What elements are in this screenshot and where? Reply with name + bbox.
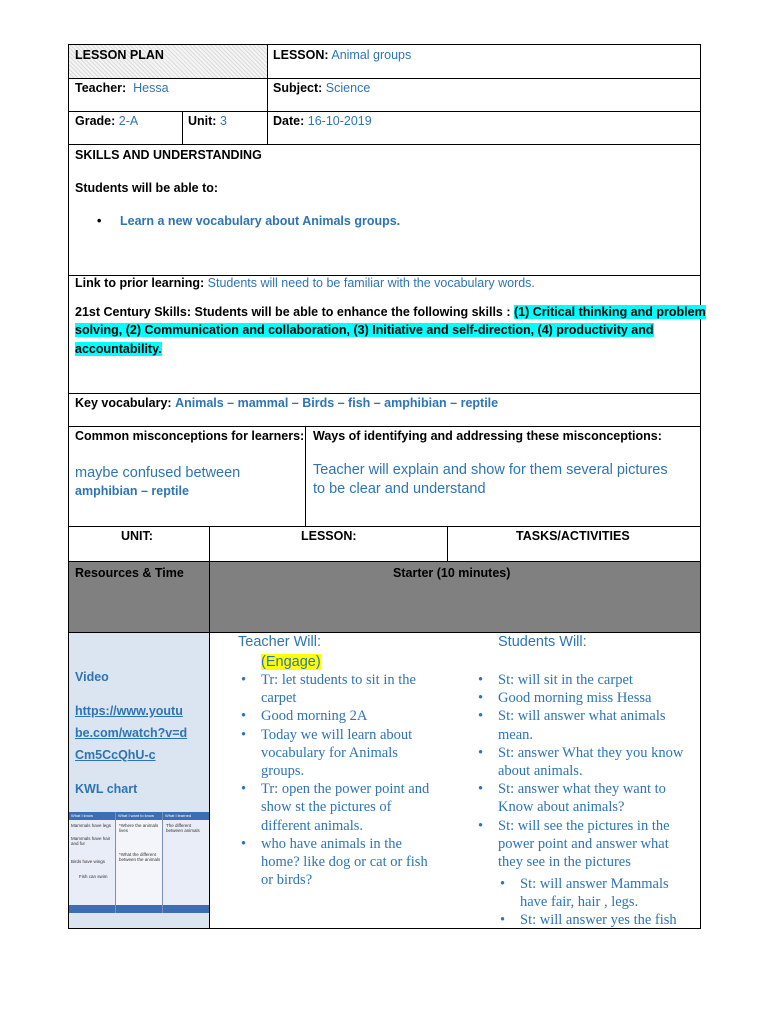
student-action-item: • St: answer What they you know about animals. <box>474 744 696 780</box>
objective-bullet: • <box>97 214 102 228</box>
table-rule <box>68 78 701 79</box>
student-sub-item: • St: will answer yes the fish <box>496 911 696 929</box>
date-value: 16-10-2019 <box>307 114 372 128</box>
kwl-know-1: Mammals have legs <box>71 823 112 828</box>
kwl-know-4: Fish can swim <box>79 874 108 879</box>
table-rule <box>68 526 701 527</box>
teacher-action-item: • Tr: open the power point and show st the pictures of different animals. <box>237 780 442 835</box>
lesson-label: LESSON: <box>273 48 329 62</box>
subject-value: Science <box>325 81 371 95</box>
century-highlight-3: accountability. <box>75 342 162 356</box>
starter-label: Starter (10 minutes) <box>393 566 511 580</box>
resources-label: Resources & Time <box>75 566 184 580</box>
students-will-heading: Students Will: <box>498 634 587 650</box>
century-text: Students will be able to enhance the following skills : <box>194 305 511 319</box>
kwl-heading-know: What I know <box>71 813 94 818</box>
kwl-heading-learned: What I learned <box>165 813 192 818</box>
table-rule <box>68 393 701 394</box>
misconception-line1: maybe confused between <box>75 465 241 481</box>
student-sub-item: • St: will answer Mammals have fair, hair , legs. <box>496 875 696 911</box>
engage-label <box>261 653 321 671</box>
kwl-bottom-band <box>69 905 209 913</box>
prior-value: Students will need to be familiar with the vocabulary words. <box>207 276 535 290</box>
grade-value: 2-A <box>118 114 139 128</box>
grade-label: Grade: <box>75 114 116 128</box>
kwl-want-1: *Where the animals lives <box>119 823 159 833</box>
teacher-actions-list <box>237 671 442 889</box>
objective-text: Learn a new vocabulary about Animals groups. <box>120 214 401 228</box>
teacher-will-heading: Teacher Will: <box>238 634 321 650</box>
column-tasks: TASKS/ACTIVITIES <box>516 529 630 543</box>
prior-label: Link to prior learning: <box>75 276 205 290</box>
unit-value: 3 <box>219 114 227 128</box>
century-line1 <box>75 304 706 320</box>
addressing-line1: Teacher will explain and show for them several pictures <box>313 462 668 478</box>
lesson-value: Animal groups <box>331 48 412 62</box>
key-vocabulary <box>75 395 498 411</box>
student-action-item: • St: will sit in the carpet <box>474 671 696 689</box>
misconception-line2: amphibian – reptile <box>75 484 189 498</box>
lesson-field <box>273 47 411 63</box>
table-rule <box>68 426 701 427</box>
kwl-know-3: Birds have wings <box>71 859 106 864</box>
addressing-heading: Ways of identifying and addressing these misconceptions: <box>313 429 662 443</box>
century-highlight-1: (1) Critical thinking and problem <box>514 305 706 319</box>
video-link-line3[interactable]: Cm5CcQhU-c <box>75 748 156 762</box>
table-rule <box>267 44 268 145</box>
subject-label: Subject: <box>273 81 323 95</box>
unit-field <box>188 113 227 129</box>
teacher-action-item: • Tr: let students to sit in the carpet <box>237 671 442 707</box>
kwl-label: KWL chart <box>75 782 138 796</box>
date-label: Date: <box>273 114 305 128</box>
column-lesson: LESSON: <box>301 529 357 543</box>
table-rule <box>182 111 183 145</box>
kwl-heading-want: What I want to know <box>118 813 155 818</box>
student-action-item: • St: will see the pictures in the power point and answer what they see in the pictures <box>474 817 696 872</box>
table-rule <box>68 144 701 145</box>
table-rule <box>68 561 701 562</box>
student-actions-list <box>474 671 696 871</box>
teacher-label: Teacher: <box>75 81 127 95</box>
prior-learning <box>75 275 535 291</box>
kwl-chart-image <box>69 812 209 913</box>
table-border-right <box>700 44 701 929</box>
date-field <box>273 113 372 129</box>
kwl-learned-1: The different between animals <box>166 823 200 833</box>
student-action-item: • Good morning miss Hessa <box>474 689 696 707</box>
unit-label: Unit: <box>188 114 217 128</box>
teacher-action-item: • Today we will learn about vocabulary for Animals groups. <box>237 726 442 781</box>
video-label: Video <box>75 670 109 684</box>
century-line3 <box>75 341 162 357</box>
table-rule <box>305 426 306 527</box>
video-link-line1[interactable]: https://www.youtu <box>75 704 183 718</box>
century-label: 21st Century Skills: <box>75 305 192 319</box>
century-highlight-2: solving, (2) Communication and collaboration, (3) Initiative and self-direction, (4) productivity and <box>75 323 654 337</box>
misconceptions-heading: Common misconceptions for learners: <box>75 429 305 443</box>
skills-heading: SKILLS AND UNDERSTANDING <box>75 148 262 162</box>
student-action-item: • St: will answer what animals mean. <box>474 707 696 743</box>
kwl-want-2: *What the different between the animals <box>119 852 161 862</box>
teacher-action-item: • Good morning 2A <box>237 707 442 725</box>
lesson-plan-title: LESSON PLAN <box>75 48 164 62</box>
teacher-action-item: • who have animals in the home? like dog or cat or fish or birds? <box>237 835 442 890</box>
teacher-value: Hessa <box>133 81 169 95</box>
student-sub-list <box>496 875 696 930</box>
table-rule <box>209 526 210 929</box>
table-rule <box>447 526 448 562</box>
vocab-label: Key vocabulary: <box>75 396 172 410</box>
subject-field <box>273 80 370 96</box>
table-rule <box>68 111 701 112</box>
kwl-know-2: Mammals have hair and fur <box>71 836 111 846</box>
teacher-field <box>75 80 169 96</box>
able-to-text: Students will be able to: <box>75 181 219 195</box>
addressing-line2: to be clear and understand <box>313 481 486 497</box>
vocab-value: Animals – mammal – Birds – fish – amphibian – reptile <box>175 396 499 410</box>
engage-highlight: (Engage) <box>261 654 321 670</box>
century-line2 <box>75 322 654 338</box>
column-unit: UNIT: <box>121 529 153 543</box>
student-action-item: • St: answer what they want to Know about animals? <box>474 780 696 816</box>
table-border-top <box>68 44 701 45</box>
video-link-line2[interactable]: be.com/watch?v=d <box>75 726 188 740</box>
grade-field <box>75 113 138 129</box>
